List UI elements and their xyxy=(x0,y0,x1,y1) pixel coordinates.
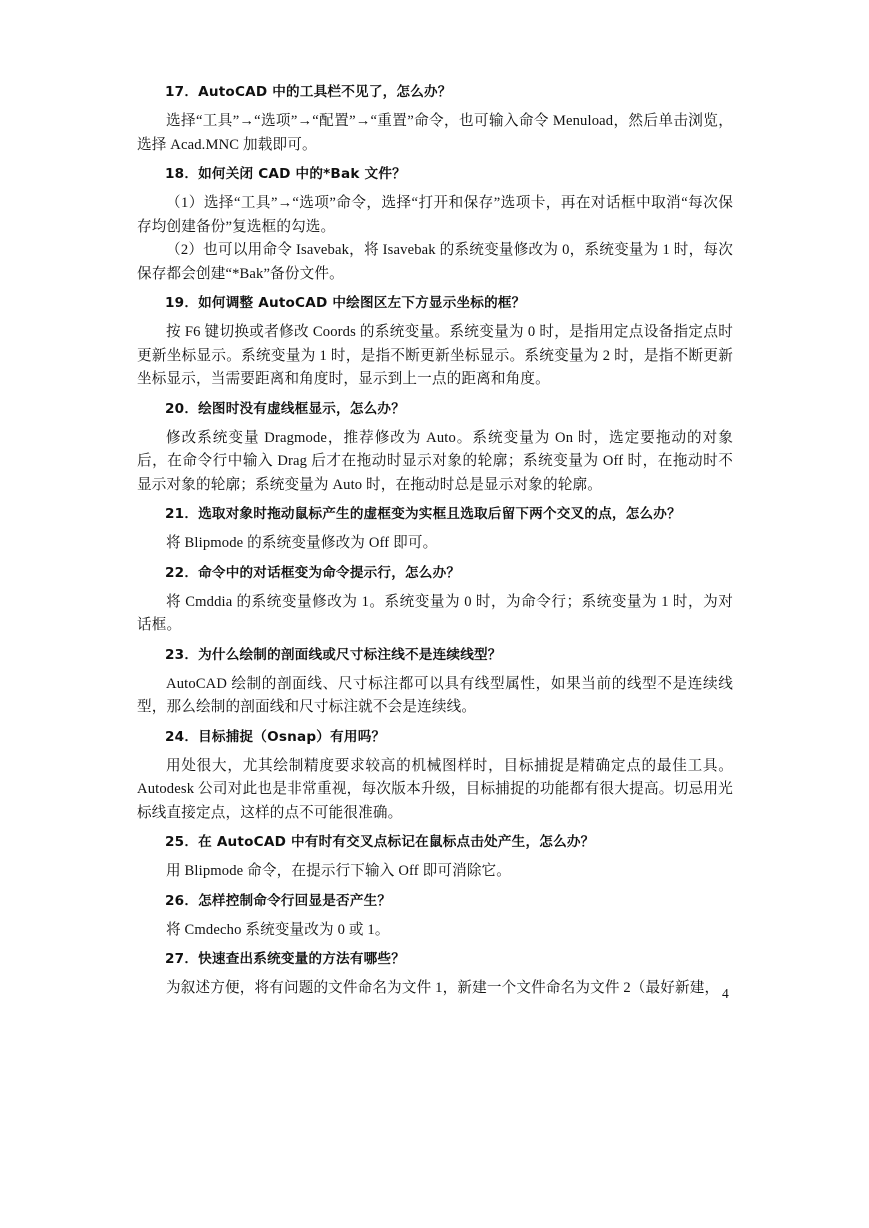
answer-18-part-2: （2）也可以用命令 Isavebak，将 Isavebak 的系统变量修改为 0，系统变量为 1 时，每次保存都会创建“*Bak”备份文件。 xyxy=(137,242,733,282)
question-20: 20．绘图时没有虚线框显示，怎么办？ xyxy=(165,400,406,417)
answer-22: 将 Cmddia 的系统变量修改为 1。系统变量为 0 时，为命令行；系统变量为 1 时，为对话框。 xyxy=(137,593,733,633)
answer-18-part-1: （1）选择“工具”→“选项”命令，选择“打开和保存”选项卡，再在对话框中取消“每次保存均创建备份”复选框的勾选。 xyxy=(137,195,733,235)
page-number: 4 xyxy=(722,986,729,1001)
question-19: 19．如何调整 AutoCAD 中绘图区左下方显示坐标的框？ xyxy=(165,295,526,311)
question-22: 22．命令中的对话框变为命令提示行，怎么办？ xyxy=(165,564,461,581)
answer-23: AutoCAD 绘制的剖面线、尺寸标注都可以具有线型属性，如果当前的线型不是连续线型，那么绘制的剖面线和尺寸标注就不会是连续线。 xyxy=(137,675,733,715)
question-17: 17．AutoCAD 中的工具栏不见了，怎么办？ xyxy=(165,84,452,100)
answer-27: 为叙述方便，将有问题的文件命名为文件 1，新建一个文件命名为文件 2（最好新建， xyxy=(166,980,720,996)
answer-19: 按 F6 键切换或者修改 Coords 的系统变量。系统变量为 0 时，是指用定点设备指定点时更新坐标显示。系统变量为 1 时，是指不断更新坐标显示。系统变量为 2 时，是指不断更新坐标显示，当需要距离和角度时，显示到上一点的距离和角度。 xyxy=(137,324,733,387)
answer-20: 修改系统变量 Dragmode，推荐修改为 Auto。系统变量为 On 时，选定要拖动的对象后，在命令行中输入 Drag 后才在拖动时显示对象的轮廓；系统变量为 Off 时，在拖动时不显示对象的轮廓；系统变量为 Auto 时，在拖动时总是显示对象的轮廓。 xyxy=(137,429,733,493)
question-26: 26．怎样控制命令行回显是否产生？ xyxy=(165,892,392,909)
question-18: 18．如何关闭 CAD 中的*Bak 文件？ xyxy=(165,166,406,182)
answer-25: 用 Blipmode 命令，在提示行下输入 Off 即可消除它。 xyxy=(166,863,512,879)
question-24: 24．目标捕捉（Osnap）有用吗？ xyxy=(165,728,386,745)
answer-24: 用处很大，尤其绘制精度要求较高的机械图样时，目标捕捉是精确定点的最佳工具。Autodesk 公司对此也是非常重视，每次版本升级，目标捕捉的功能都有很大提高。切忌用光标线直接定点，这样的点不可能很准确。 xyxy=(137,757,733,821)
answer-21: 将 Blipmode 的系统变量修改为 Off 即可。 xyxy=(166,535,438,551)
question-25: 25．在 AutoCAD 中有时有交叉点标记在鼠标点击处产生，怎么办？ xyxy=(165,834,595,850)
answer-17: 选择“工具”→“选项”→“配置”→“重置”命令，也可输入命令 Menuload，然后单击浏览，选择 Acad.MNC 加载即可。 xyxy=(137,113,733,153)
faq-content xyxy=(137,82,733,1008)
question-21: 21．选取对象时拖动鼠标产生的虚框变为实框且选取后留下两个交叉的点，怎么办？ xyxy=(165,506,681,522)
answer-26: 将 Cmdecho 系统变量改为 0 或 1。 xyxy=(166,921,390,938)
question-23: 23．为什么绘制的剖面线或尺寸标注线不是连续线型？ xyxy=(165,646,502,663)
question-27: 27．快速查出系统变量的方法有哪些？ xyxy=(165,951,406,967)
